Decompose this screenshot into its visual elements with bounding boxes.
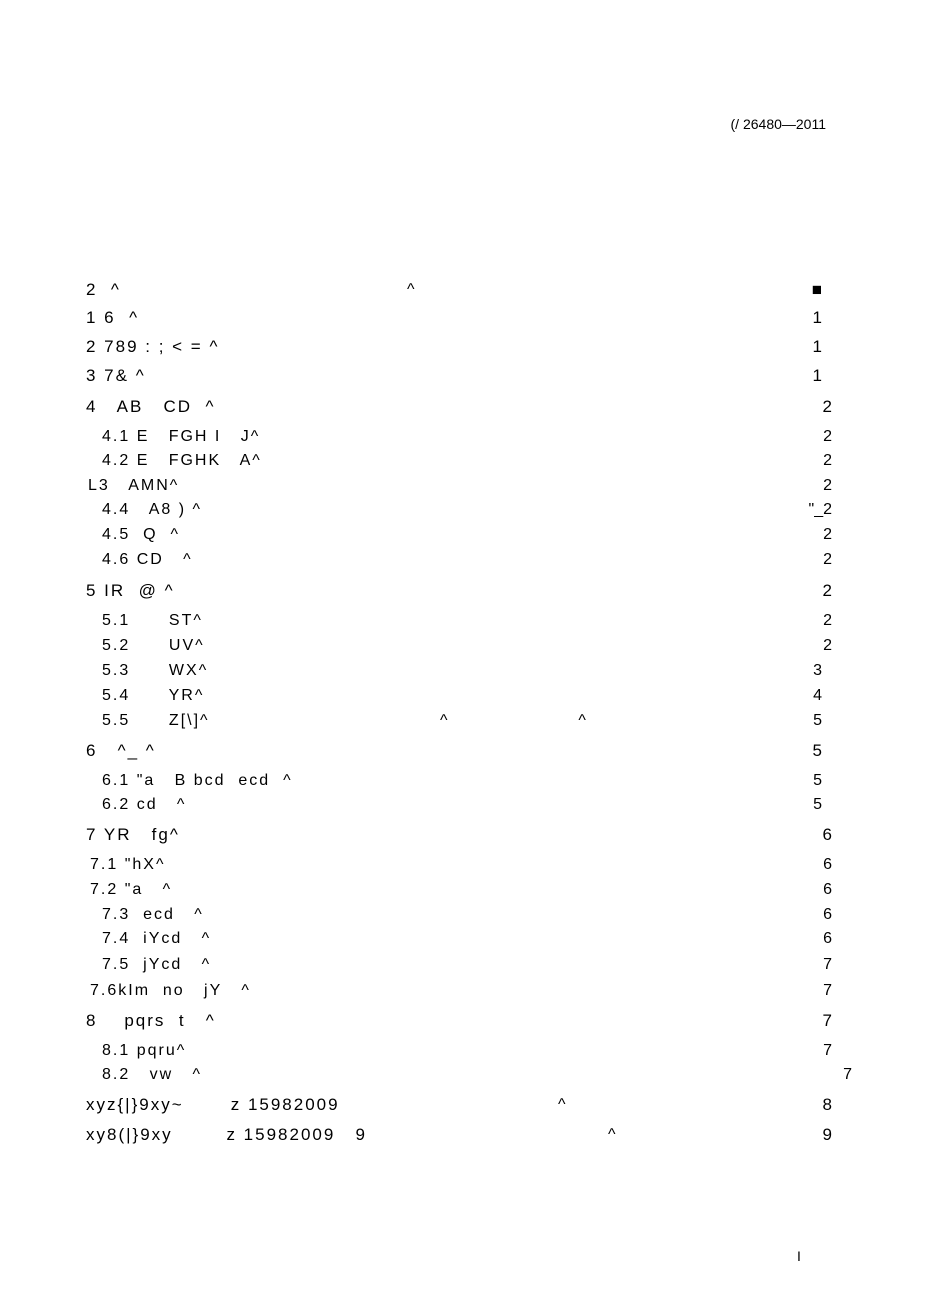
toc-entry-page-number: 7 — [843, 1066, 852, 1083]
toc-entry-title: 6.2 cd ^ — [102, 796, 187, 813]
toc-entry-page-number: 2 — [822, 581, 832, 600]
toc-entry-title: 5.1 ST^ — [102, 612, 203, 629]
toc-entry-page-number: 1 — [812, 308, 822, 327]
toc-entry-title: 5.2 UV^ — [102, 637, 205, 654]
toc-entry[interactable] — [0, 548, 950, 572]
toc-entry-page-number: 6 — [823, 906, 832, 923]
toc-entry-page-number: 6 — [822, 825, 832, 844]
toc-entry[interactable] — [0, 709, 950, 733]
toc-entry[interactable] — [0, 953, 950, 977]
toc-entry-title: 7.5 jYcd ^ — [102, 956, 212, 973]
toc-entry-page-number: 6 — [823, 930, 832, 947]
toc-entry-title: 7.6kIm no jY ^ — [90, 982, 251, 999]
toc-entry[interactable] — [0, 979, 950, 1003]
toc-entry[interactable] — [0, 769, 950, 793]
toc-entry[interactable] — [0, 1009, 950, 1033]
standard-code-header: (/ 26480—2011 — [730, 116, 826, 132]
toc-entry[interactable] — [0, 927, 950, 951]
toc-entry-title: 2 789 : ; < = ^ — [86, 337, 220, 356]
toc-entry[interactable] — [0, 1093, 950, 1117]
toc-entry-page-number: 2 — [822, 397, 832, 416]
toc-entry-title: 5.3 WX^ — [102, 662, 209, 679]
toc-entry-title: 8.1 pqru^ — [102, 1042, 187, 1059]
toc-entry[interactable] — [0, 739, 950, 763]
toc-entry-extra: ^ ^ — [440, 712, 588, 729]
toc-entry-title: 5 IR @ ^ — [86, 581, 175, 600]
toc-entry-page-number: 2 — [823, 428, 832, 445]
toc-entry[interactable] — [0, 793, 950, 817]
toc-entry-page-number: 7 — [823, 982, 832, 999]
toc-entry-page-number: 1 — [812, 337, 822, 356]
toc-entry-page-number: 6 — [823, 856, 832, 873]
toc-entry-extra: ^ — [407, 281, 417, 298]
toc-entry-page-number: 2 — [823, 477, 832, 494]
toc-entry[interactable] — [0, 823, 950, 847]
toc-entry-title: L3 AMN^ — [88, 477, 180, 494]
toc-entry-page-number: 5 — [813, 796, 822, 813]
toc-entry[interactable] — [0, 395, 950, 419]
toc-entry-title: 4 AB CD ^ — [86, 397, 216, 416]
toc-entry[interactable] — [0, 1063, 950, 1087]
toc-entry[interactable] — [0, 659, 950, 683]
toc-entry-page-number: 9 — [822, 1125, 832, 1144]
toc-entry-title: 8.2 vw ^ — [102, 1066, 202, 1083]
toc-entry-title: 2 ^ — [86, 280, 121, 299]
toc-entry-title: 4.4 A8 ) ^ — [102, 501, 202, 518]
toc-entry-page-number: 4 — [813, 687, 822, 704]
toc-entry[interactable] — [0, 498, 950, 522]
toc-entry[interactable] — [0, 306, 950, 330]
toc-entry-title: 7.2 "a ^ — [90, 881, 173, 898]
toc-entry-page-number: 2 — [823, 526, 832, 543]
toc-entry-page-number: "_2 — [808, 501, 832, 518]
toc-entry[interactable] — [0, 878, 950, 902]
toc-entry[interactable] — [0, 609, 950, 633]
toc-entry-title: 7.3 ecd ^ — [102, 906, 204, 923]
toc-entry-title: 8 pqrs t ^ — [86, 1011, 216, 1030]
toc-entry-page-number: 7 — [823, 1042, 832, 1059]
toc-entry-page-number: ■ — [811, 280, 822, 299]
footer-page-number: I — [797, 1248, 801, 1264]
toc-entry[interactable] — [0, 425, 950, 449]
toc-entry-page-number: 8 — [822, 1095, 832, 1114]
toc-entry-title: 4.6 CD ^ — [102, 551, 193, 568]
toc-entry-page-number: 2 — [823, 551, 832, 568]
toc-entry-title: 4.1 E FGH I J^ — [102, 428, 261, 445]
toc-entry[interactable] — [0, 335, 950, 359]
toc-entry-title: xyz{|}9xy~ z 15982009 — [86, 1095, 340, 1114]
toc-entry-page-number: 2 — [823, 612, 832, 629]
toc-entry[interactable] — [0, 1123, 950, 1147]
toc-entry[interactable] — [0, 278, 950, 302]
toc-entry-title: 3 7& ^ — [86, 366, 146, 385]
toc-entry[interactable] — [0, 364, 950, 388]
toc-entry[interactable] — [0, 1039, 950, 1063]
toc-entry-page-number: 2 — [823, 452, 832, 469]
toc-entry-extra: ^ — [558, 1096, 568, 1113]
toc-entry-title: 5.5 Z[\]^ — [102, 712, 210, 729]
toc-entry[interactable] — [0, 579, 950, 603]
toc-entry-title: 7.4 iYcd ^ — [102, 930, 212, 947]
toc-entry-page-number: 6 — [823, 881, 832, 898]
toc-entry-title: 4.2 E FGHK A^ — [102, 452, 262, 469]
toc-entry-title: 5.4 YR^ — [102, 687, 205, 704]
toc-entry-title: 6.1 "a B bcd ecd ^ — [102, 772, 293, 789]
toc-entry-title: 7 YR fg^ — [86, 825, 180, 844]
toc-entry[interactable] — [0, 634, 950, 658]
toc-entry-title: 6 ^_ ^ — [86, 741, 156, 760]
toc-entry-title: xy8(|}9xy z 15982009 9 — [86, 1125, 367, 1144]
toc-entry[interactable] — [0, 523, 950, 547]
toc-entry-title: 7.1 "hX^ — [90, 856, 166, 873]
toc-entry[interactable] — [0, 903, 950, 927]
toc-entry[interactable] — [0, 449, 950, 473]
toc-entry-page-number: 5 — [813, 712, 822, 729]
toc-entry-title: 1 6 ^ — [86, 308, 140, 327]
toc-entry[interactable] — [0, 474, 950, 498]
toc-entry-page-number: 7 — [822, 1011, 832, 1030]
toc-entry[interactable] — [0, 853, 950, 877]
toc-entry-title: 4.5 Q ^ — [102, 526, 180, 543]
toc-entry-page-number: 3 — [813, 662, 822, 679]
toc-entry[interactable] — [0, 684, 950, 708]
toc-entry-page-number: 1 — [812, 366, 822, 385]
toc-entry-page-number: 5 — [813, 772, 822, 789]
toc-entry-page-number: 5 — [812, 741, 822, 760]
toc-entry-page-number: 2 — [823, 637, 832, 654]
toc-entry-extra: ^ — [608, 1126, 618, 1143]
toc-entry-page-number: 7 — [823, 956, 832, 973]
